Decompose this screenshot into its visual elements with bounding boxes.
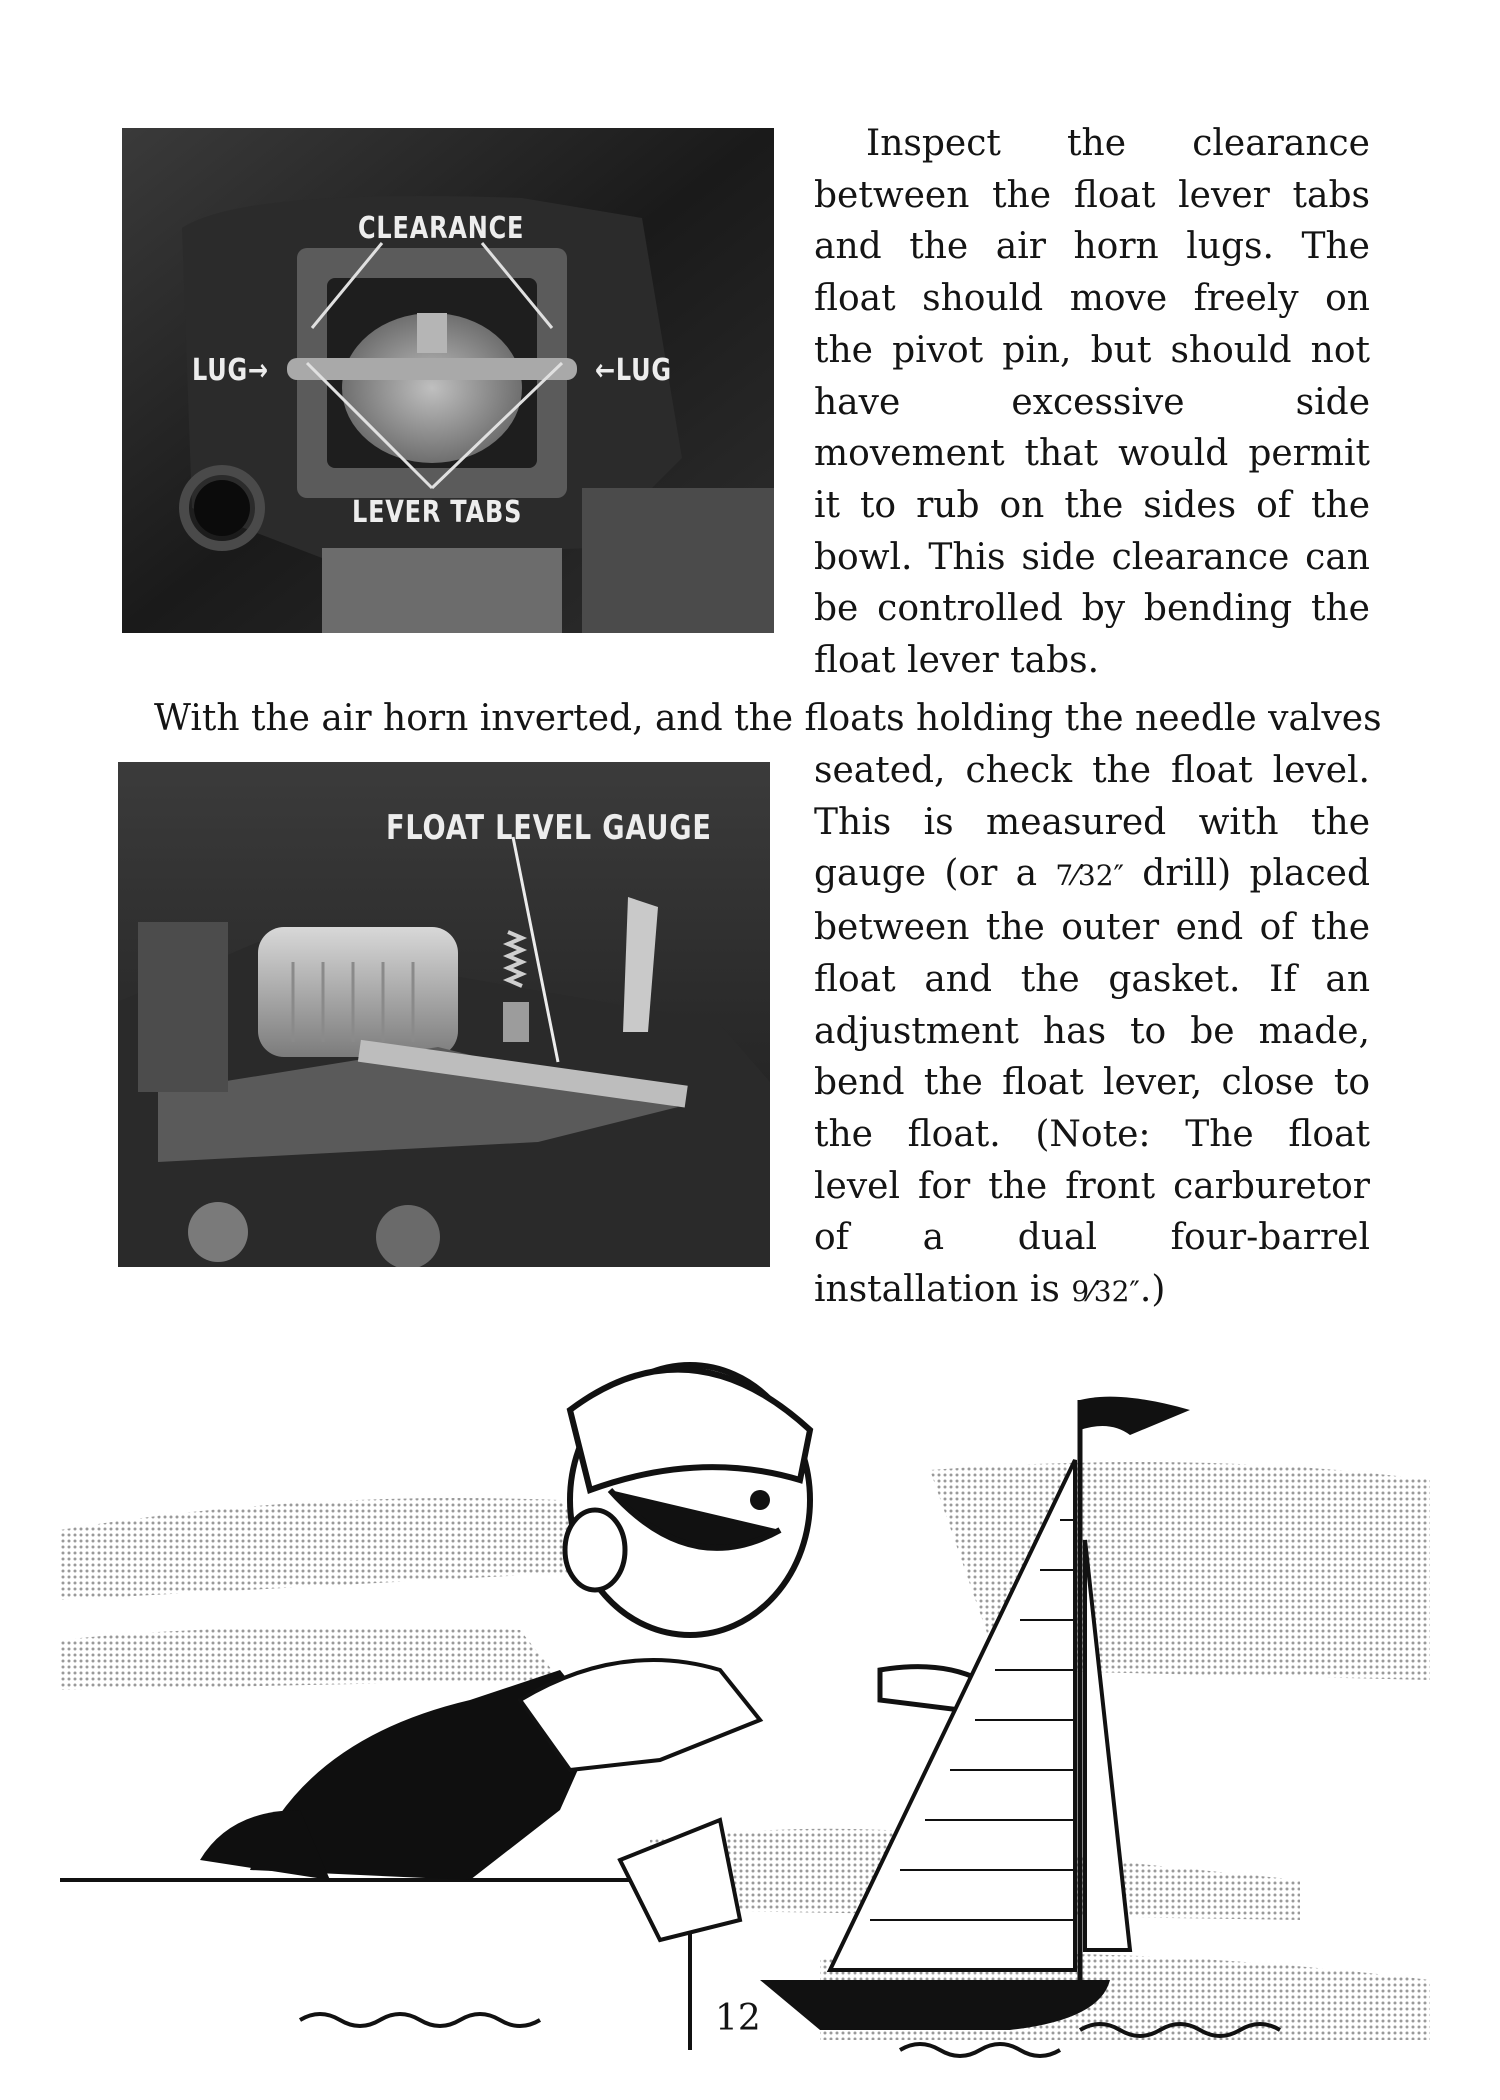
- lug-right-label: ←LUG: [595, 353, 672, 388]
- clearance-paragraph: Inspect the clearance between the float lever tabs and the air horn lugs. The float should move freely on the pivot pin, but should not have excessive side movement that would permit it to rub on the sides of the bowl. This side clearance can be controlled by bending the float lever tabs.: [814, 123, 1370, 682]
- lever-tabs-label: LEVER TABS: [352, 495, 523, 530]
- float-level-paragraph-body: [814, 745, 1370, 1318]
- fraction-nine-thirtyseconds: 9⁄32″: [1071, 1275, 1140, 1309]
- cartoon-illustration: [0, 1340, 1500, 2060]
- clearance-photo: [122, 128, 774, 633]
- float-level-text-b: drill) placed between the outer end of the float and the gasket. If an adjustment has to be made, bend the float lever, close to the float. (Note: The float level for the front carburetor of a dual four-barrel installation is: [814, 853, 1371, 1311]
- sailor-boat-illustration: [0, 1340, 1500, 2060]
- float-level-text-a: seated, check the float level. This is measured with the gauge (or a: [814, 750, 1370, 895]
- float-level-gauge-label: FLOAT LEVEL GAUGE: [386, 808, 712, 848]
- clearance-label: CLEARANCE: [358, 211, 525, 246]
- lug-left-label: LUG→: [192, 353, 269, 388]
- float-level-gauge-photo: [118, 762, 770, 1267]
- float-level-text-c: .): [1139, 1269, 1166, 1311]
- page-number: 12: [715, 1998, 761, 2039]
- fraction-seven-thirtyseconds: 7⁄32″: [1055, 859, 1124, 893]
- float-level-paragraph-lead: With the air horn inverted, and the floats holding the needle valves: [154, 698, 1382, 739]
